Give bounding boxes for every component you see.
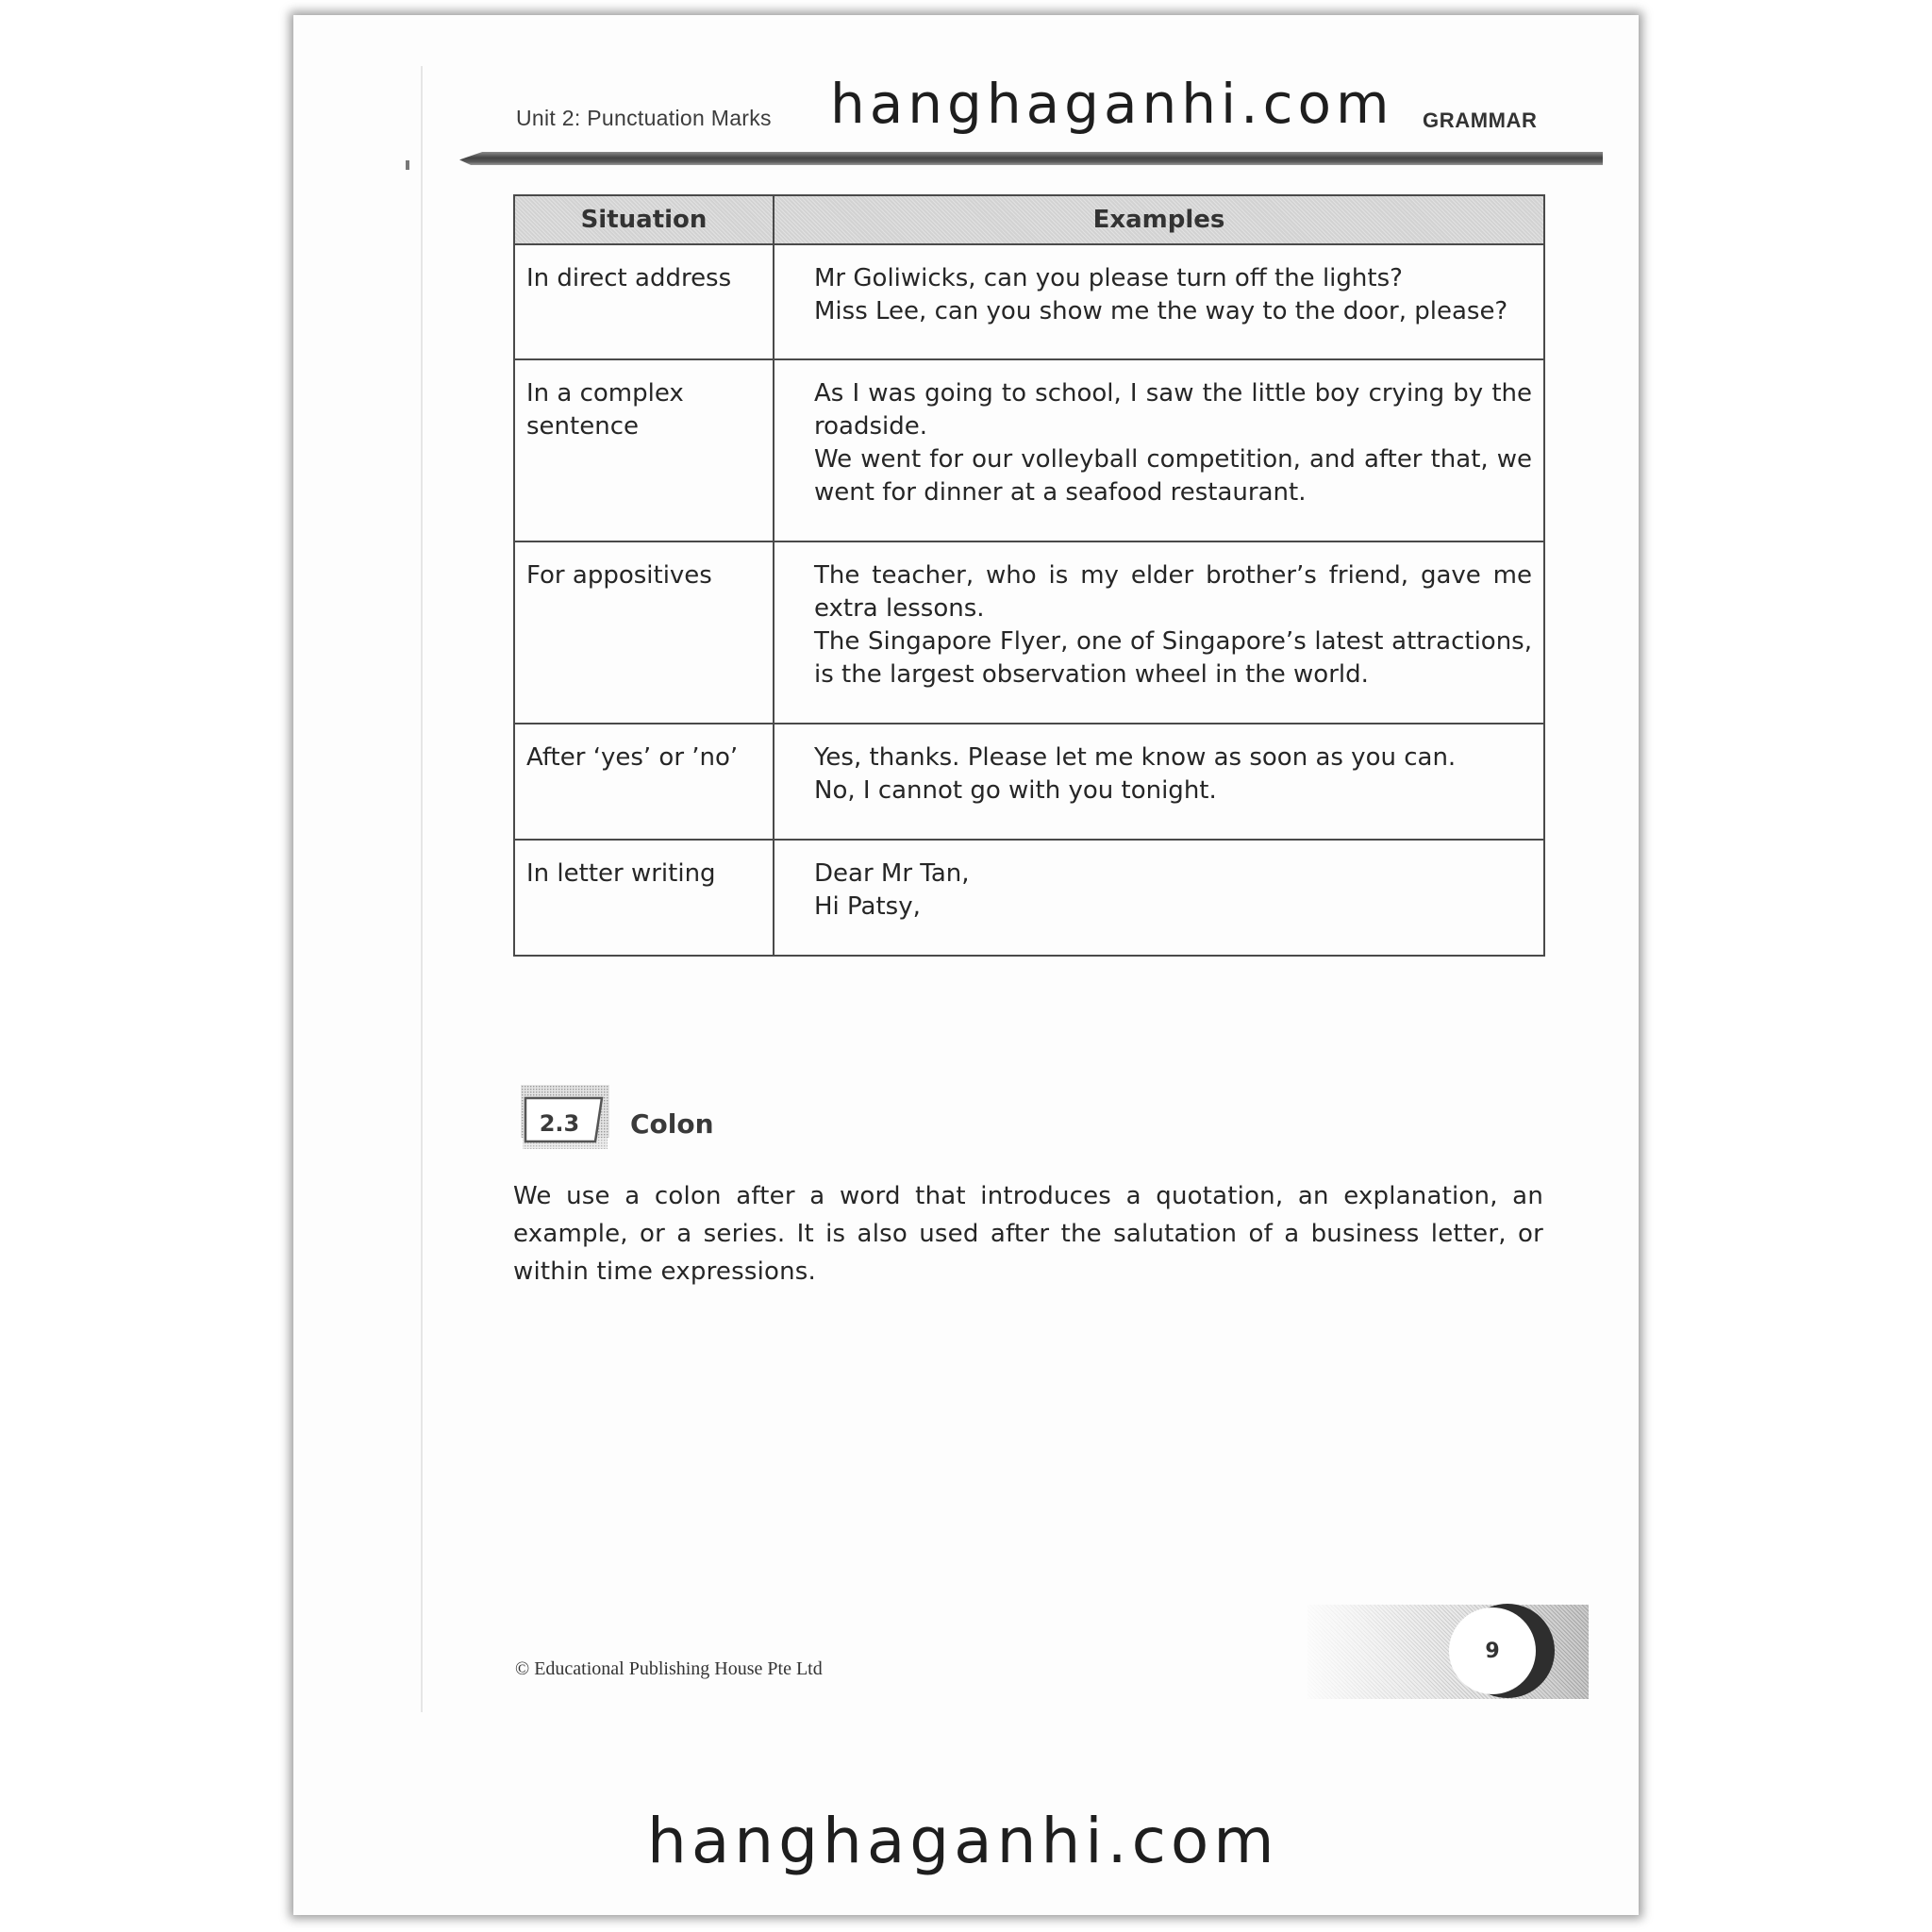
table-row (514, 359, 1544, 541)
table-header-row (514, 195, 1544, 244)
copyright-text: © Educational Publishing House Pte Ltd (515, 1658, 823, 1679)
example-text: Hi Patsy, (814, 892, 921, 921)
page-number: 9 (1449, 1607, 1536, 1694)
example-text: We went for our volleyball competition, and after that, we went for dinner at a seafood restaurant. (814, 445, 1532, 507)
table-row (514, 724, 1544, 840)
table-row (514, 840, 1544, 956)
section-number: 2.3 (539, 1110, 580, 1137)
example-text: Yes, thanks. Please let me know as soon as you can. (814, 743, 1457, 772)
situation-text: In letter writing (526, 859, 716, 888)
situation-cell (514, 244, 774, 359)
situation-cell (514, 724, 774, 840)
section-body: We use a colon after a word that introduces a quotation, an explanation, an example, or a series. It is also used after the salutation of a business letter, or within time expressions. (513, 1182, 1543, 1286)
situation-text: For appositives (526, 561, 712, 590)
header-examples: Examples (774, 195, 1544, 244)
table-row (514, 541, 1544, 724)
examples-cell (774, 359, 1544, 541)
example-text: The teacher, who is my elder brother’s friend, gave me extra lessons. (814, 561, 1532, 623)
comma-usage-table (513, 194, 1545, 957)
watermark-bottom: hanghaganhi.com (647, 1805, 1279, 1877)
examples-cell (774, 541, 1544, 724)
header-rule (459, 152, 1603, 165)
examples-cell (774, 840, 1544, 956)
example-text: Mr Goliwicks, can you please turn off the lights? (814, 264, 1403, 292)
example-text: Dear Mr Tan, (814, 859, 970, 888)
example-text: Miss Lee, can you show me the way to the door, please? (814, 297, 1508, 325)
watermark-top: hanghaganhi.com (830, 72, 1394, 136)
examples-cell (774, 244, 1544, 359)
situation-cell (514, 541, 774, 724)
example-text: The Singapore Flyer, one of Singapore’s latest attractions, is the largest observation wheel in the world. (814, 627, 1532, 689)
table-row (514, 244, 1544, 359)
example-text: As I was going to school, I saw the little boy crying by the roadside. (814, 379, 1532, 441)
situation-text: sentence (526, 412, 639, 441)
examples-cell (774, 724, 1544, 840)
situation-cell (514, 359, 774, 541)
situation-text: After ‘yes’ or ’no’ (526, 743, 739, 772)
page-margin-line (421, 66, 423, 1712)
example-text: No, I cannot go with you tonight. (814, 776, 1217, 805)
section-number-badge (519, 1083, 611, 1151)
situation-text: In a complex (526, 379, 684, 408)
header-situation: Situation (514, 195, 774, 244)
situation-text: In direct address (526, 264, 732, 292)
situation-cell (514, 840, 774, 956)
unit-title: Unit 2: Punctuation Marks (516, 106, 772, 130)
margin-mark (406, 160, 409, 170)
section-title: Colon (630, 1108, 714, 1140)
subject-label: GRAMMAR (1423, 108, 1538, 132)
